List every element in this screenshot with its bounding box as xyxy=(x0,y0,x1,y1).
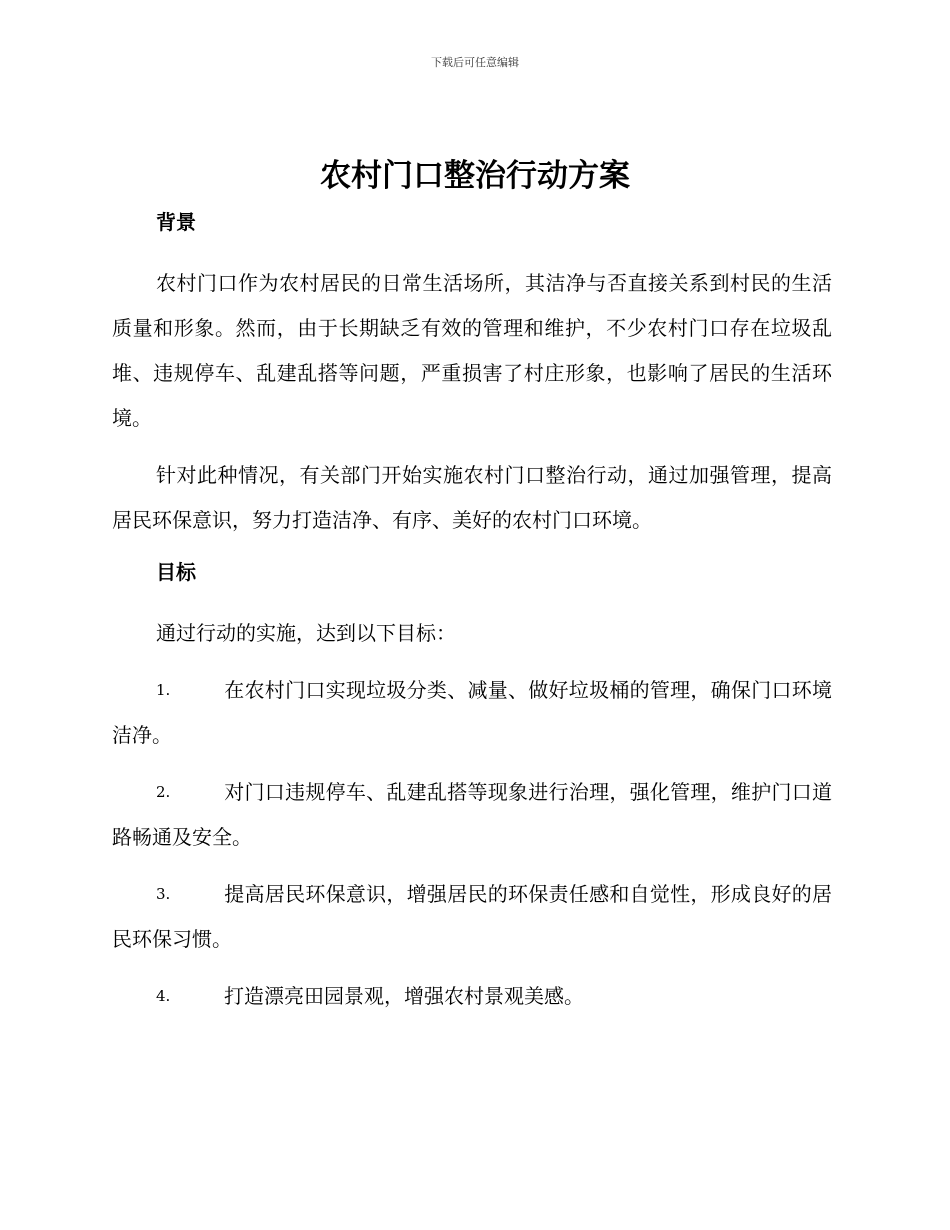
list-number: 4. xyxy=(156,987,171,1005)
list-text: 在农村门口实现垃圾分类、减量、做好垃圾桶的管理，确保门口环境洁净。 xyxy=(112,678,832,747)
goal-item-1 xyxy=(112,668,832,758)
section-heading-background: 背景 xyxy=(156,210,196,234)
list-number: 3. xyxy=(156,885,171,903)
background-paragraph-1: 农村门口作为农村居民的日常生活场所，其洁净与否直接关系到村民的生活质量和形象。然而，由于长期缺乏有效的管理和维护，不少农村门口存在垃圾乱堆、违规停车、乱建乱搭等问题，严重损害了村庄形象，也影响了居民的生活环境。 xyxy=(112,271,832,430)
list-text: 打造漂亮田园景观，增强农村景观美感。 xyxy=(224,984,584,1008)
list-number: 2. xyxy=(156,783,171,801)
document-body xyxy=(112,205,832,1019)
section-heading-goals: 目标 xyxy=(156,560,196,584)
goal-item-3 xyxy=(112,872,832,962)
goals-intro: 通过行动的实施，达到以下目标： xyxy=(156,621,456,645)
list-number: 1. xyxy=(156,681,171,699)
document-title: 农村门口整治行动方案 xyxy=(320,158,630,194)
header-note: 下载后可任意编辑 xyxy=(431,56,519,69)
list-text: 对门口违规停车、乱建乱搭等现象进行治理，强化管理，维护门口道路畅通及安全。 xyxy=(112,780,832,849)
background-paragraph-2: 针对此种情况，有关部门开始实施农村门口整治行动，通过加强管理，提高居民环保意识，努力打造洁净、有序、美好的农村门口环境。 xyxy=(112,463,832,532)
list-text: 提高居民环保意识，增强居民的环保责任感和自觉性，形成良好的居民环保习惯。 xyxy=(112,882,832,951)
goal-item-2 xyxy=(112,770,832,860)
goal-item-4 xyxy=(112,974,832,1019)
